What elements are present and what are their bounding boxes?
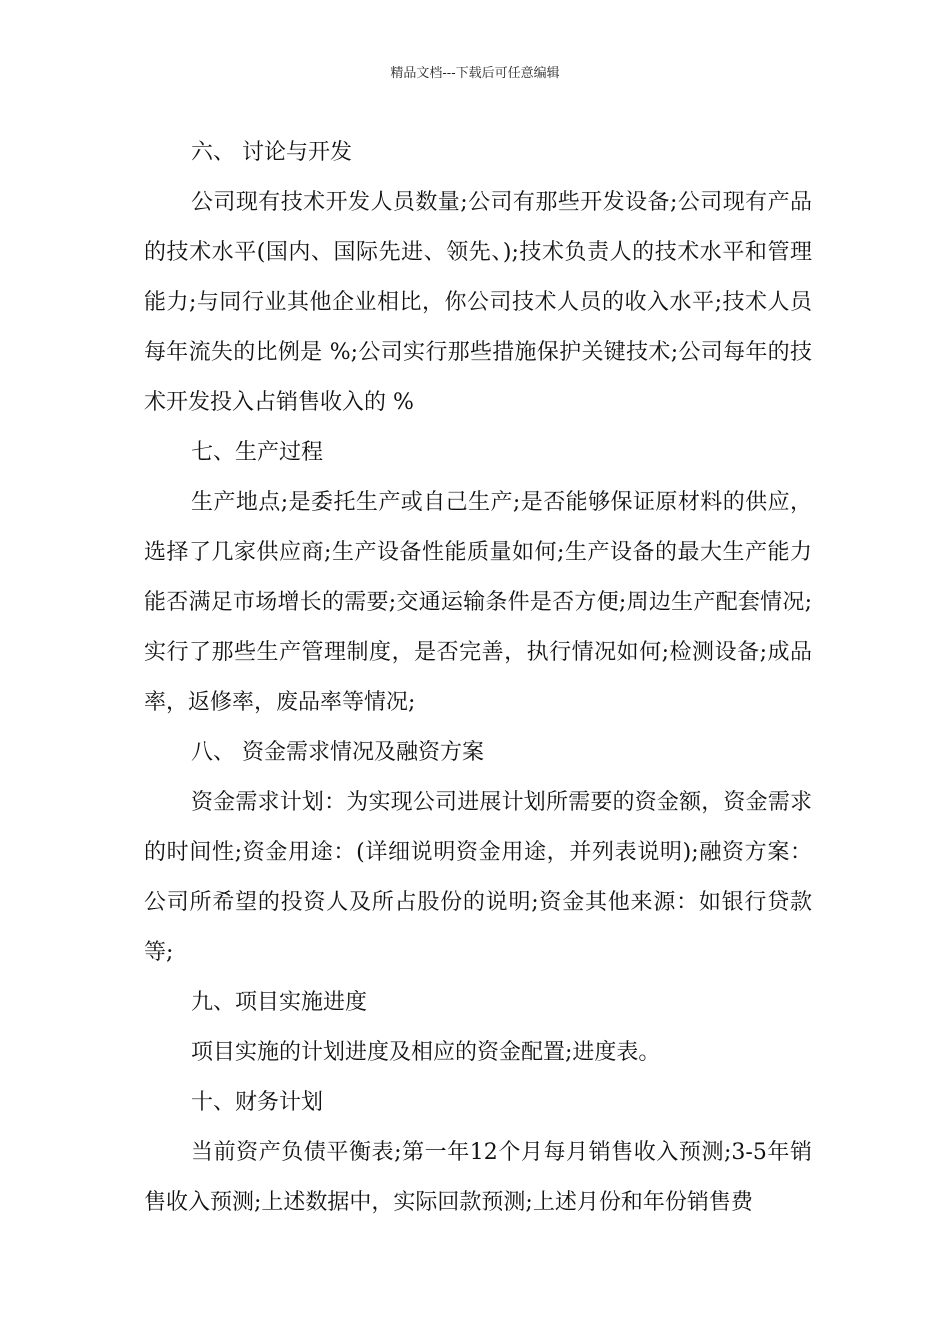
page-header: 精品文档---下载后可任意编辑 [390, 66, 560, 81]
section-6 [144, 128, 812, 428]
section-heading: 九、项目实施进度 [191, 990, 368, 1015]
section-heading: 十、财务计划 [191, 1090, 324, 1115]
section-paragraph: 资金需求计划：为实现公司进展计划所需要的资金额，资金需求的时间性;资金用途：(详细说明资金用途，并列表说明);融资方案：公司所希望的投资人及所占股份的说明;资金其他来源：如银行贷款等; [144, 790, 812, 965]
section-paragraph: 公司现有技术开发人员数量;公司有那些开发设备;公司现有产品的技术水平(国内、国际先进、领先、);技术负责人的技术水平和管理能力;与同行业其他企业相比，你公司技术人员的收入水平;技术人员每年流失的比例是 %;公司实行那些措施保护关键技术;公司每年的技术开发投入占销售收入的 % [144, 190, 812, 415]
section-heading: 六、 讨论与开发 [191, 140, 352, 165]
section-heading: 七、生产过程 [191, 440, 324, 465]
section-10 [144, 1078, 812, 1228]
document-body [144, 128, 812, 1228]
section-heading: 八、 资金需求情况及融资方案 [191, 740, 484, 765]
section-7 [144, 428, 812, 728]
section-9 [144, 978, 812, 1078]
section-8 [144, 728, 812, 978]
section-paragraph: 当前资产负债平衡表;第一年12个月每月销售收入预测;3-5年销售收入预测;上述数据中，实际回款预测;上述月份和年份销售费 [144, 1140, 812, 1215]
section-paragraph: 项目实施的计划进度及相应的资金配置;进度表。 [191, 1040, 661, 1065]
section-paragraph: 生产地点;是委托生产或自己生产;是否能够保证原材料的供应，选择了几家供应商;生产设备性能质量如何;生产设备的最大生产能力能否满足市场增长的需要;交通运输条件是否方便;周边生产配套情况;实行了那些生产管理制度，是否完善，执行情况如何;检测设备;成品率，返修率，废品率等情况; [144, 490, 812, 715]
